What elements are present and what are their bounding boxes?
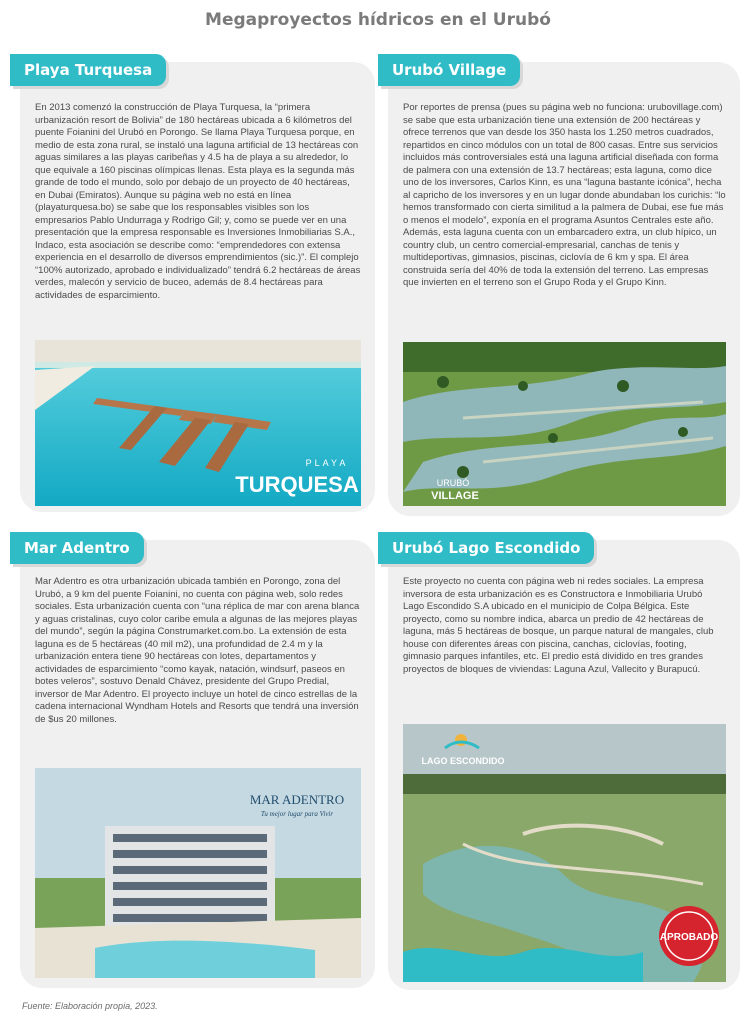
- card-title: Urubó Lago Escondido: [378, 532, 594, 564]
- card-urubo-village: [388, 62, 740, 516]
- aprobado-stamp-icon: [659, 906, 719, 966]
- card-body-text: Este proyecto no cuenta con página web ni redes sociales. La empresa inversora de esta urbanización es es Constructora e Inmobiliaria Urubó Lago Escondido S.A ubicado en el municipio de Colpa Bélgica. Este proyecto, como su nombre indica, abarca un predio de 42 hectáreas de laguna, más 5 hectáreas de bosque, un parque natural de mangales, club house con diferentes áreas con piscina, canchas, ciclovías, footing, gimnasio parques infantiles, etc. El predio está dividido en tres grandes proyectos de bloques de viviendas: Laguna Azul, Vallecito y Burapucú.: [403, 576, 714, 675]
- photo-logo-big: LAGO ESCONDIDO: [421, 756, 505, 766]
- photo-logo-small: PLAYA: [305, 458, 349, 468]
- card-mar-adentro: [20, 540, 375, 988]
- source-note: Fuente: Elaboración propia, 2023.: [22, 1001, 158, 1011]
- photo-logo-small: URUBÓ: [436, 478, 470, 488]
- card-urubo-lago-escondido: [388, 540, 740, 990]
- photo-logo-big: TURQUESA: [235, 472, 359, 497]
- card-body-text: Mar Adentro es otra urbanización ubicada también en Porongo, zona del Urubó, a 9 km del puente Foianini, no cuenta con página web, solo redes sociales. Esta urbanización cuenta con “una réplica de mar con arena blanca y aguas cristalinas, cuyo color caribe emula a algunas de las mejores playas del mundo”, según la página Construmarket.com.bo. La extensión de esta laguna es de 5 hectáreas (40 mil m2), una profundidad de 2.4 m y la urbanización entera tiene 90 hectáreas con lotes, departamentos y actividades de esparcimiento “como kayak, natación, windsurf, paseos en botes veleros”, sostuvo Denald Chávez, presidente del Grupo Predial, inversor de Mar Adentro. El proyecto incluye un hotel de cinco estrellas de la cadena internacional Wyndham Hotels and Resorts que tendrá una inversión de $us 20 millones.: [35, 576, 360, 725]
- card-playa-turquesa: [20, 62, 375, 512]
- mar-adentro-photo: [35, 768, 361, 978]
- stamp-label: APROBADO: [659, 932, 719, 943]
- photo-logo-small: Tu mejor lugar para Vivir: [260, 810, 334, 818]
- card-title: Mar Adentro: [10, 532, 144, 564]
- photo-logo-big: VILLAGE: [431, 490, 479, 502]
- card-title: Playa Turquesa: [10, 54, 166, 86]
- card-body-text: En 2013 comenzó la construcción de Playa Turquesa, la “primera urbanización resort de Bolivia” de 180 hectáreas ubicada a 6 kilómetros del puente Foianini del Urubó en Porongo. Se llama Playa Turquesa porque, en medio de esta zona rural, se instaló una laguna artificial de 13 hectáreas con aguas similares a las playas caribeñas y 4.5 ha de playa a su alrededor, lo que equivale a 160 piscinas olímpicas llenas. Esta playa es la segunda más grande de todo el mundo, solo por debajo de un proyecto de 40 hectáreas, en Dubai (Emiratos). Aunque su página web no está en línea (playaturquesa.bo) se sabe que los responsables visibles son los empresarios Pablo Undurraga y Rodrigo Gil; y, como se puede ver en una presentación que la empresa responsable es Inversiones Inmobiliarias S.A., Indaco, esta asociación se describe como: “emprendedores con extensa experiencia en el desarrollo de diversos emprendimientos (sic.)”. El complejo “100% autorizado, aprobado e individualizado” tendrá 6.2 hectáreas de áreas verdes, malecón y servicio de buceo, además de 8.4 hectáreas para actividades de esparcimiento.: [35, 102, 361, 301]
- playa-turquesa-photo: [35, 340, 361, 506]
- photo-logo-big: MAR ADENTRO: [249, 792, 345, 807]
- lago-escondido-photo: [403, 724, 726, 982]
- card-body-text: Por reportes de prensa (pues su página web no funciona: urubovillage.com) se sabe que esta urbanización tiene una extensión de 200 hectáreas y ofrece terrenos que van desde los 350 hasta los 1.250 metros cuadrados, repartidos en cinco módulos con un total de 800 casas. Entre sus servicios incluidos más controversiales está una laguna artificial diseñada con forma de palmera con una extensión de 13.7 hectáreas; esta laguna, como dice uno de los inversores, Carlos Kinn, es una “laguna bastante icónica”, hecha al capricho de los inversores y en un lugar donde abundaban los curichis: “lo hemos transformado con cierta similitud a la palmera de Dubai, ese fue más o menos el modelo”, exponía en el programa Asuntos Centrales este año. Además, esta laguna cuenta con un embarcadero extra, un club hípico, un country club, un centro comercial-empresarial, canchas de tenis y multideportivas, gimnasios, piscinas, ciclovía de 6 km y spa. El área construida sería del 40% de toda la extensión del terreno. Las empresas que invierten en el terreno son el Grupo Roda y el Grupo Kinn.: [403, 102, 726, 288]
- urubo-village-photo: [403, 342, 726, 506]
- page-title: Megaproyectos hídricos en el Urubó: [205, 10, 551, 30]
- card-title: Urubó Village: [378, 54, 520, 86]
